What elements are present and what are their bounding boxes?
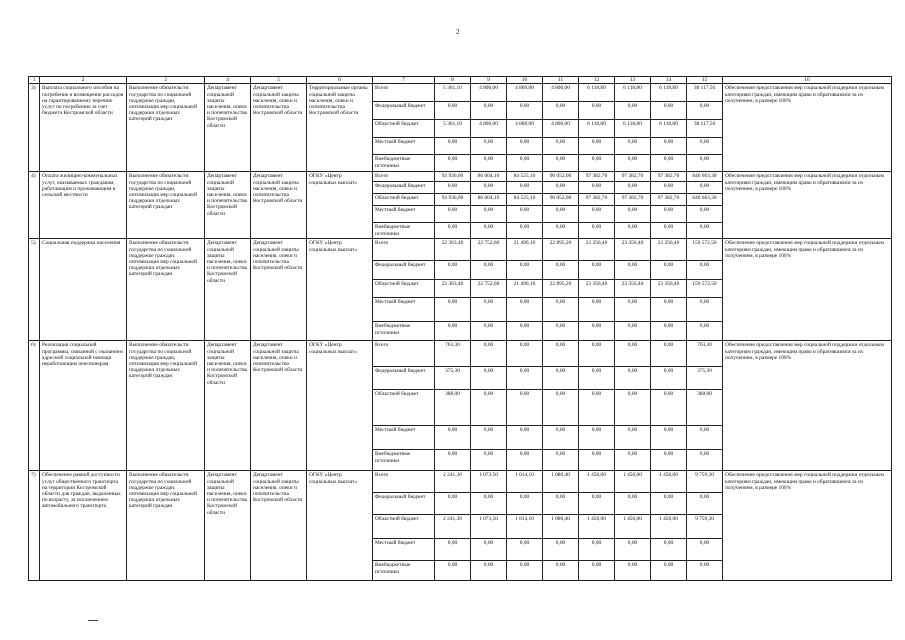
funding-value: 0,00 xyxy=(651,155,687,172)
funding-value: 6 118,80 xyxy=(615,120,651,138)
funding-value: 6 118,80 xyxy=(651,120,687,138)
funding-value: 0,00 xyxy=(543,261,579,280)
funding-value: 0,00 xyxy=(471,450,507,471)
funding-value: 5 361,10 xyxy=(435,120,471,138)
funding-value: 0,00 xyxy=(615,450,651,471)
funding-source: Внебюджетные источники xyxy=(373,223,435,239)
funding-value: 763,30 xyxy=(687,341,723,367)
measure-name: Оплата жилищно-коммунальных услуг, оказываемых гражданам, работающим и проживающим в сельской местности xyxy=(40,172,127,239)
funding-value: 375,30 xyxy=(687,367,723,390)
executor-org: ОГКУ «Центр социальных выплат» xyxy=(307,341,373,471)
funding-value: 6 118,80 xyxy=(579,120,615,138)
measure-name: Социальная поддержка населения xyxy=(40,239,127,341)
col-header: 16 xyxy=(723,77,892,84)
funding-value: 0,00 xyxy=(579,298,615,322)
expected-result: Обеспечение предоставления мер социальной поддержки отдельным категориям граждан, имеющим право и обратившимся за их получением, в размере 100% xyxy=(723,341,892,471)
funding-value: 0,00 xyxy=(651,367,687,390)
funding-value: 0,00 xyxy=(471,138,507,155)
executor-org: Территориальные органы социальной защиты населения, опеки и попечительства Костромской области xyxy=(307,84,373,172)
funding-value: 97 382,70 xyxy=(579,194,615,206)
funding-value: 0,00 xyxy=(471,341,507,367)
table-row xyxy=(29,341,892,367)
program-table xyxy=(28,76,892,581)
section-number: 3) xyxy=(29,84,40,172)
funding-value: 97 382,70 xyxy=(651,172,687,182)
funding-value: 0,00 xyxy=(507,493,543,515)
funding-source: Федеральный бюджет xyxy=(373,102,435,120)
funding-value: 86 004,10 xyxy=(471,194,507,206)
funding-value: 0,00 xyxy=(687,450,723,471)
funding-value: 22 895,20 xyxy=(543,239,579,261)
col-header: 5 xyxy=(251,77,307,84)
section-number: 5) xyxy=(29,239,40,341)
funding-value: 0,00 xyxy=(687,155,723,172)
funding-source: Всего xyxy=(373,471,435,493)
funding-value: 159 572,50 xyxy=(687,239,723,261)
funding-value: 0,00 xyxy=(471,561,507,581)
funding-value: 22 752,60 xyxy=(471,280,507,298)
funding-value: 0,00 xyxy=(543,390,579,426)
funding-value: 0,00 xyxy=(687,223,723,239)
funding-value: 0,00 xyxy=(687,261,723,280)
col-header: 4 xyxy=(205,77,251,84)
funding-value: 4 800,00 xyxy=(507,84,543,102)
funding-value: 0,00 xyxy=(687,206,723,223)
funding-value: 0,00 xyxy=(435,298,471,322)
funding-value: 0,00 xyxy=(615,341,651,367)
funding-value: 0,00 xyxy=(615,261,651,280)
funding-value: 5 361,10 xyxy=(435,84,471,102)
col-header: 11 xyxy=(543,77,579,84)
coexecutor-org: Департамент социальной защиты населения, опеки и попечительства Костромской области xyxy=(251,84,307,172)
funding-value: 0,00 xyxy=(615,322,651,341)
header-row xyxy=(29,77,892,84)
responsible-org: Департамент социальной защиты населения, опеки и попечительства Костромской области xyxy=(205,239,251,341)
funding-value: 763,30 xyxy=(435,341,471,367)
funding-value: 0,00 xyxy=(579,182,615,194)
executor-org: ОГКУ «Центр социальных выплат» xyxy=(307,239,373,341)
funding-value: 1 450,00 xyxy=(615,515,651,539)
funding-value: 0,00 xyxy=(471,426,507,450)
funding-value: 0,00 xyxy=(507,261,543,280)
measure-basis: Выполнение обязательств государства по социальной поддержке граждан, оптимизация мер социальной поддержки отдельных категорий граждан xyxy=(127,239,205,341)
funding-value: 0,00 xyxy=(507,155,543,172)
funding-value: 0,00 xyxy=(651,426,687,450)
funding-value: 0,00 xyxy=(435,223,471,239)
funding-value: 646 663,30 xyxy=(687,172,723,182)
funding-source: Всего xyxy=(373,172,435,182)
funding-value: 0,00 xyxy=(543,102,579,120)
expected-result: Обеспечение предоставления мер социальной поддержки отдельным категориям граждан, имеющим право и обратившимся за их получением, в размере 100% xyxy=(723,239,892,341)
funding-source: Внебюджетные источники xyxy=(373,450,435,471)
funding-value: 0,00 xyxy=(435,102,471,120)
col-header: 2 xyxy=(40,77,127,84)
funding-value: 0,00 xyxy=(615,493,651,515)
funding-value: 0,00 xyxy=(579,206,615,223)
col-header: 9 xyxy=(471,77,507,84)
funding-source: Местный бюджет xyxy=(373,539,435,561)
funding-value: 6 118,80 xyxy=(651,84,687,102)
funding-value: 22 363,40 xyxy=(435,280,471,298)
funding-value: 90 052,00 xyxy=(543,194,579,206)
funding-value: 0,00 xyxy=(579,367,615,390)
funding-value: 97 382,70 xyxy=(615,194,651,206)
funding-value: 0,00 xyxy=(471,182,507,194)
measure-basis: Выполнение обязательств государства по социальной поддержке граждан, оптимизация мер социальной поддержки отдельных категорий граждан xyxy=(127,471,205,581)
col-header: 3 xyxy=(127,77,205,84)
funding-value: 0,00 xyxy=(543,426,579,450)
funding-value: 0,00 xyxy=(579,450,615,471)
expected-result: Обеспечение предоставления мер социальной поддержки отдельным категориям граждан, имеющим право и обратившимся за их получением, в размере 100% xyxy=(723,84,892,172)
table-row xyxy=(29,471,892,493)
funding-value: 23 356,40 xyxy=(651,280,687,298)
funding-value: 9 759,30 xyxy=(687,471,723,493)
funding-value: 97 382,70 xyxy=(651,194,687,206)
funding-value: 6 118,80 xyxy=(615,84,651,102)
funding-value: 0,00 xyxy=(579,261,615,280)
funding-source: Местный бюджет xyxy=(373,426,435,450)
funding-value: 0,00 xyxy=(579,322,615,341)
funding-value: 0,00 xyxy=(615,155,651,172)
funding-value: 0,00 xyxy=(687,138,723,155)
responsible-org: Департамент социальной защиты населения, опеки и попечительства Костромской области xyxy=(205,341,251,471)
funding-value: 1 080,40 xyxy=(543,471,579,493)
funding-value: 0,00 xyxy=(579,341,615,367)
col-header: 8 xyxy=(435,77,471,84)
funding-value: 0,00 xyxy=(435,206,471,223)
funding-value: 0,00 xyxy=(651,182,687,194)
funding-value: 21 490,10 xyxy=(507,280,543,298)
funding-value: 93 936,00 xyxy=(435,172,471,182)
coexecutor-org: Департамент социальной защиты населения, опеки и попечительства Костромской области xyxy=(251,471,307,581)
measure-name: Реализация социальной программы, связанной с оказанием адресной социальной помощи неработающим пенсионерам xyxy=(40,341,127,471)
funding-value: 21 490,10 xyxy=(507,239,543,261)
measure-basis: Выполнение обязательств государства по социальной поддержке граждан, оптимизация мер социальной поддержки отдельных категорий граждан xyxy=(127,172,205,239)
funding-value: 0,00 xyxy=(579,561,615,581)
funding-value: 0,00 xyxy=(579,426,615,450)
executor-org: ОГКУ «Центр социальных выплат» xyxy=(307,172,373,239)
funding-value: 0,00 xyxy=(543,182,579,194)
section-number: 7) xyxy=(29,471,40,581)
expected-result: Обеспечение предоставления мер социальной поддержки отдельным категориям граждан, имеющим право и обратившимся за их получением, в размере 100% xyxy=(723,471,892,581)
responsible-org: Департамент социальной защиты населения, опеки и попечительства Костромской области xyxy=(205,84,251,172)
table-row xyxy=(29,239,892,261)
funding-value: 0,00 xyxy=(471,206,507,223)
funding-value: 1 450,00 xyxy=(579,471,615,493)
funding-value: 0,00 xyxy=(543,367,579,390)
responsible-org: Департамент социальной защиты населения, опеки и попечительства Костромской области xyxy=(205,172,251,239)
funding-value: 0,00 xyxy=(435,182,471,194)
funding-value: 0,00 xyxy=(615,367,651,390)
funding-source: Областной бюджет xyxy=(373,120,435,138)
funding-value: 0,00 xyxy=(507,539,543,561)
col-header: 15 xyxy=(687,77,723,84)
coexecutor-org: Департамент социальной защиты населения, опеки и попечительства Костромской области xyxy=(251,172,307,239)
funding-value: 0,00 xyxy=(651,102,687,120)
funding-value: 4 800,00 xyxy=(543,120,579,138)
funding-value: 0,00 xyxy=(543,298,579,322)
funding-value: 0,00 xyxy=(435,539,471,561)
funding-value: 1 450,00 xyxy=(651,515,687,539)
funding-value: 0,00 xyxy=(435,561,471,581)
section-number: 4) xyxy=(29,172,40,239)
funding-value: 1 450,00 xyxy=(651,471,687,493)
page-number: 2 xyxy=(456,28,460,36)
coexecutor-org: Департамент социальной защиты населения, опеки и попечительства Костромской области xyxy=(251,341,307,471)
funding-source: Областной бюджет xyxy=(373,280,435,298)
funding-value: 0,00 xyxy=(543,450,579,471)
funding-value: 0,00 xyxy=(435,138,471,155)
table-row xyxy=(29,172,892,182)
funding-source: Федеральный бюджет xyxy=(373,493,435,515)
col-header: 7 xyxy=(373,77,435,84)
funding-value: 0,00 xyxy=(651,206,687,223)
funding-value: 38 117,50 xyxy=(687,84,723,102)
funding-value: 0,00 xyxy=(651,223,687,239)
table-row xyxy=(29,84,892,102)
funding-value: 0,00 xyxy=(615,539,651,561)
funding-value: 23 356,40 xyxy=(579,280,615,298)
funding-source: Федеральный бюджет xyxy=(373,367,435,390)
funding-source: Областной бюджет xyxy=(373,515,435,539)
funding-value: 0,00 xyxy=(471,223,507,239)
funding-source: Внебюджетные источники xyxy=(373,561,435,581)
funding-value: 0,00 xyxy=(507,341,543,367)
measure-name: Выплата социального пособия на погребение и возмещение расходов на гарантированному перечню услуг по погребению за счет бюджета Костромской области xyxy=(40,84,127,172)
funding-value: 1 073,50 xyxy=(471,471,507,493)
funding-value: 0,00 xyxy=(543,322,579,341)
funding-value: 0,00 xyxy=(435,322,471,341)
funding-value: 22 363,40 xyxy=(435,239,471,261)
funding-value: 0,00 xyxy=(615,298,651,322)
funding-value: 0,00 xyxy=(543,155,579,172)
funding-value: 23 356,40 xyxy=(615,280,651,298)
funding-value: 0,00 xyxy=(687,298,723,322)
funding-value: 0,00 xyxy=(471,390,507,426)
measure-name: Обеспечение равной доступности услуг общественного транспорта на территории Костромской области для граждан, выделенных по возрасту, за исключением автомобильного транспорта xyxy=(40,471,127,581)
funding-value: 0,00 xyxy=(435,450,471,471)
coexecutor-org: Департамент социальной защиты населения, опеки и попечительства Костромской области xyxy=(251,239,307,341)
funding-value: 4 800,00 xyxy=(507,120,543,138)
funding-source: Всего xyxy=(373,239,435,261)
funding-value: 0,00 xyxy=(651,298,687,322)
funding-value: 0,00 xyxy=(507,182,543,194)
funding-value: 0,00 xyxy=(687,182,723,194)
funding-value: 0,00 xyxy=(471,298,507,322)
section-number: 6) xyxy=(29,341,40,471)
funding-value: 0,00 xyxy=(507,426,543,450)
funding-value: 4 800,00 xyxy=(471,84,507,102)
funding-value: 0,00 xyxy=(543,493,579,515)
funding-value: 0,00 xyxy=(471,493,507,515)
funding-value: 23 356,40 xyxy=(579,239,615,261)
funding-value: 0,00 xyxy=(471,322,507,341)
funding-value: 0,00 xyxy=(579,390,615,426)
funding-value: 38 117,50 xyxy=(687,120,723,138)
funding-value: 90 052,00 xyxy=(543,172,579,182)
measure-basis: Выполнение обязательств государства по социальной поддержке граждан, оптимизация мер социальной поддержки отдельных категорий граждан xyxy=(127,341,205,471)
funding-value: 0,00 xyxy=(651,390,687,426)
funding-source: Местный бюджет xyxy=(373,298,435,322)
funding-value: 22 752,60 xyxy=(471,239,507,261)
funding-value: 0,00 xyxy=(507,138,543,155)
funding-value: 0,00 xyxy=(543,138,579,155)
funding-value: 97 382,70 xyxy=(615,172,651,182)
col-header: 1 xyxy=(29,77,40,84)
funding-value: 159 572,50 xyxy=(687,280,723,298)
table-body xyxy=(29,84,892,581)
funding-value: 0,00 xyxy=(543,206,579,223)
funding-value: 0,00 xyxy=(687,561,723,581)
funding-value: 0,00 xyxy=(615,102,651,120)
funding-value: 6 118,80 xyxy=(579,84,615,102)
funding-value: 0,00 xyxy=(579,493,615,515)
funding-value: 0,00 xyxy=(579,155,615,172)
funding-value: 0,00 xyxy=(615,182,651,194)
funding-value: 1 450,00 xyxy=(579,515,615,539)
funding-value: 0,00 xyxy=(435,426,471,450)
funding-source: Областной бюджет xyxy=(373,390,435,426)
funding-value: 0,00 xyxy=(471,261,507,280)
funding-value: 0,00 xyxy=(471,367,507,390)
funding-value: 0,00 xyxy=(435,261,471,280)
funding-value: 0,00 xyxy=(651,450,687,471)
funding-value: 0,00 xyxy=(471,102,507,120)
funding-value: 0,00 xyxy=(507,390,543,426)
funding-value: 0,00 xyxy=(543,561,579,581)
funding-value: 1 073,50 xyxy=(471,515,507,539)
funding-value: 0,00 xyxy=(507,367,543,390)
funding-value: 0,00 xyxy=(579,223,615,239)
funding-value: 0,00 xyxy=(651,261,687,280)
funding-value: 93 936,00 xyxy=(435,194,471,206)
funding-source: Внебюджетные источники xyxy=(373,322,435,341)
funding-value: 4 800,00 xyxy=(543,84,579,102)
footnote-divider xyxy=(88,620,98,621)
funding-value: 0,00 xyxy=(579,102,615,120)
expected-result: Обеспечение предоставления мер социальной поддержки отдельным категориям граждан, имеющим право и обратившимся за их получением, в размере 100% xyxy=(723,172,892,239)
funding-value: 22 895,20 xyxy=(543,280,579,298)
funding-source: Федеральный бюджет xyxy=(373,182,435,194)
funding-value: 0,00 xyxy=(543,341,579,367)
funding-value: 388,00 xyxy=(687,390,723,426)
col-header: 13 xyxy=(615,77,651,84)
funding-value: 0,00 xyxy=(471,155,507,172)
funding-value: 0,00 xyxy=(507,102,543,120)
funding-value: 0,00 xyxy=(615,426,651,450)
funding-value: 0,00 xyxy=(615,138,651,155)
funding-value: 1 450,00 xyxy=(615,471,651,493)
funding-value: 0,00 xyxy=(687,322,723,341)
funding-value: 0,00 xyxy=(507,450,543,471)
funding-value: 23 356,40 xyxy=(651,239,687,261)
funding-value: 0,00 xyxy=(651,341,687,367)
executor-org: ОГКУ «Центр социальных выплат» xyxy=(307,471,373,581)
funding-value: 646 663,30 xyxy=(687,194,723,206)
funding-value: 0,00 xyxy=(687,539,723,561)
funding-value: 0,00 xyxy=(615,390,651,426)
funding-source: Федеральный бюджет xyxy=(373,261,435,280)
funding-value: 388,00 xyxy=(435,390,471,426)
funding-value: 97 382,70 xyxy=(579,172,615,182)
funding-value: 0,00 xyxy=(651,539,687,561)
funding-source: Местный бюджет xyxy=(373,138,435,155)
funding-value: 23 356,40 xyxy=(615,239,651,261)
funding-value: 4 800,00 xyxy=(471,120,507,138)
funding-value: 0,00 xyxy=(651,493,687,515)
funding-source: Всего xyxy=(373,84,435,102)
col-header: 12 xyxy=(579,77,615,84)
funding-value: 0,00 xyxy=(507,223,543,239)
funding-source: Областной бюджет xyxy=(373,194,435,206)
funding-value: 84 525,10 xyxy=(507,194,543,206)
responsible-org: Департамент социальной защиты населения, опеки и попечительства Костромской области xyxy=(205,471,251,581)
funding-value: 0,00 xyxy=(579,539,615,561)
funding-source: Внебюджетные источники xyxy=(373,155,435,172)
funding-value: 9 759,30 xyxy=(687,515,723,539)
measure-basis: Выполнение обязательств государства по социальной поддержке граждан, оптимизация мер социальной поддержки отдельных категорий граждан xyxy=(127,84,205,172)
funding-value: 0,00 xyxy=(507,298,543,322)
funding-value: 0,00 xyxy=(435,155,471,172)
funding-value: 0,00 xyxy=(579,138,615,155)
col-header: 14 xyxy=(651,77,687,84)
funding-value: 0,00 xyxy=(543,223,579,239)
funding-value: 2 241,30 xyxy=(435,471,471,493)
funding-value: 0,00 xyxy=(615,561,651,581)
funding-value: 375,30 xyxy=(435,367,471,390)
funding-value: 0,00 xyxy=(687,493,723,515)
funding-value: 0,00 xyxy=(543,539,579,561)
funding-value: 0,00 xyxy=(651,138,687,155)
col-header: 10 xyxy=(507,77,543,84)
funding-value: 2 241,30 xyxy=(435,515,471,539)
funding-value: 0,00 xyxy=(615,223,651,239)
funding-value: 0,00 xyxy=(651,561,687,581)
funding-value: 0,00 xyxy=(651,322,687,341)
funding-value: 1 014,10 xyxy=(507,515,543,539)
funding-value: 0,00 xyxy=(615,206,651,223)
funding-value: 0,00 xyxy=(687,102,723,120)
funding-source: Всего xyxy=(373,341,435,367)
funding-value: 86 004,10 xyxy=(471,172,507,182)
funding-value: 0,00 xyxy=(507,206,543,223)
funding-value: 0,00 xyxy=(507,322,543,341)
col-header: 6 xyxy=(307,77,373,84)
funding-value: 0,00 xyxy=(435,493,471,515)
funding-value: 1 014,10 xyxy=(507,471,543,493)
funding-value: 1 080,40 xyxy=(543,515,579,539)
funding-value: 84 525,10 xyxy=(507,172,543,182)
funding-value: 0,00 xyxy=(687,426,723,450)
funding-value: 0,00 xyxy=(507,561,543,581)
funding-source: Местный бюджет xyxy=(373,206,435,223)
funding-value: 0,00 xyxy=(471,539,507,561)
